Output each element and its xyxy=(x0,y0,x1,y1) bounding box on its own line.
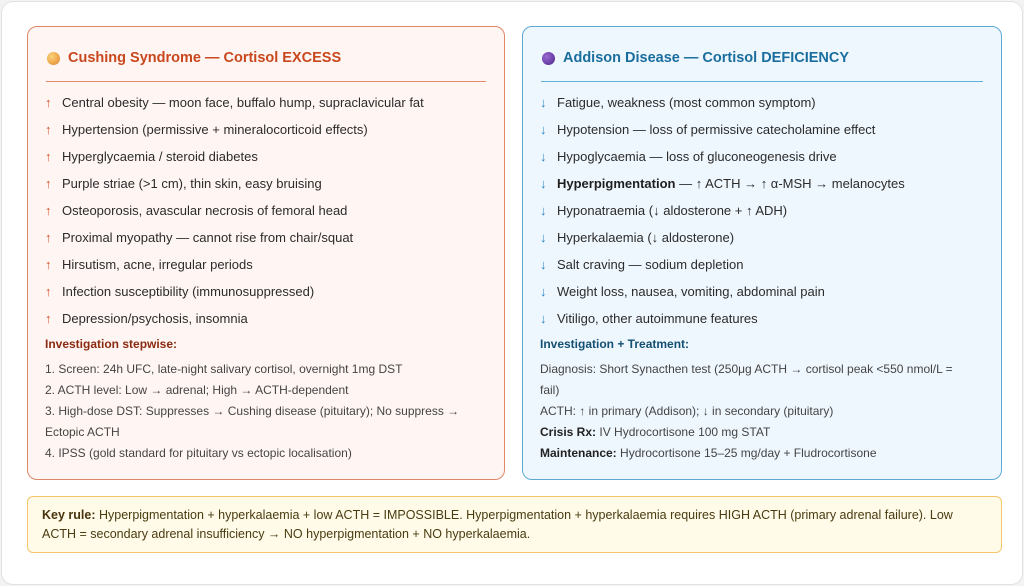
down-arrow-icon: ↓ xyxy=(540,311,547,326)
cushing-title: Cushing Syndrome — Cortisol EXCESS xyxy=(68,50,342,66)
down-arrow-icon: ↓ xyxy=(540,122,547,137)
page-card xyxy=(1,1,1023,585)
item-text: Hypoglycaemia — loss of gluconeogenesis drive xyxy=(557,149,837,164)
step-line: 1. Screen: 24h UFC, late-night salivary cortisol, overnight 1mg DST xyxy=(45,362,403,376)
step-line: 2. ACTH level: Low → adrenal; High → ACTH-dependent xyxy=(45,383,349,397)
cushing-header xyxy=(46,43,486,82)
down-arrow-icon: ↓ xyxy=(540,176,547,191)
line-text: IV Hydrocortisone 100 mg STAT xyxy=(596,425,771,439)
item-text: Fatigue, weakness (most common symptom) xyxy=(557,95,816,110)
list-item xyxy=(540,278,991,305)
item-text: Osteoporosis, avascular necrosis of femoral head xyxy=(62,203,348,218)
key-rule-callout xyxy=(27,496,1002,553)
up-arrow-icon: ↑ xyxy=(45,203,52,218)
item-text: Hirsutism, acne, irregular periods xyxy=(62,257,253,272)
info-line xyxy=(540,359,989,380)
list-item xyxy=(45,305,494,332)
cushing-panel xyxy=(27,26,505,480)
orange-orb-icon xyxy=(47,52,60,65)
line-bold: Crisis Rx: xyxy=(540,425,597,439)
item-text: Hypotension — loss of permissive catecholamine effect xyxy=(557,122,876,137)
item-text: Depression/psychosis, insomnia xyxy=(62,311,248,326)
section-title: Investigation + Treatment: xyxy=(540,337,690,351)
item-text: Weight loss, nausea, vomiting, abdominal pain xyxy=(557,284,825,299)
list-item xyxy=(45,143,494,170)
step-line: 4. IPSS (gold standard for pituitary vs ectopic localisation) xyxy=(45,446,352,460)
item-bold: Hyperpigmentation xyxy=(557,176,676,191)
line-text: ACTH: ↑ in primary (Addison); ↓ in secondary (pituitary) xyxy=(540,404,834,418)
addison-panel xyxy=(522,26,1002,480)
list-item xyxy=(45,251,494,278)
item-text: Infection susceptibility (immunosuppressed) xyxy=(62,284,315,299)
list-item xyxy=(540,170,991,197)
down-arrow-icon: ↓ xyxy=(540,203,547,218)
down-arrow-icon: ↓ xyxy=(540,95,547,110)
down-arrow-icon: ↓ xyxy=(540,284,547,299)
item-text: Purple striae (>1 cm), thin skin, easy bruising xyxy=(62,176,322,191)
cushing-investigation-section xyxy=(45,337,492,464)
down-arrow-icon: ↓ xyxy=(540,149,547,164)
up-arrow-icon: ↑ xyxy=(45,122,52,137)
info-line xyxy=(540,422,989,443)
info-line xyxy=(540,380,989,401)
addison-investigation-section xyxy=(540,337,989,464)
list-item xyxy=(540,197,991,224)
list-item xyxy=(45,116,494,143)
section-title: Investigation stepwise: xyxy=(45,337,178,351)
step-line: Ectopic ACTH xyxy=(45,425,120,439)
cushing-features-list xyxy=(45,89,494,332)
up-arrow-icon: ↑ xyxy=(45,176,52,191)
list-item xyxy=(45,278,494,305)
item-text: Vitiligo, other autoimmune features xyxy=(557,311,758,326)
line-bold: Maintenance: xyxy=(540,446,617,460)
key-rule-label: Key rule: xyxy=(42,508,96,522)
key-rule-text: Hyperpigmentation + hyperkalaemia + low ACTH = IMPOSSIBLE. Hyperpigmentation + hyperkalaemia requires HIGH ACTH (primary adrenal failure). Low ACTH = secondary adrenal insufficiency → NO hyperpigmentation + NO hyperkalaemia. xyxy=(42,508,953,541)
list-item xyxy=(540,251,991,278)
down-arrow-icon: ↓ xyxy=(540,257,547,272)
up-arrow-icon: ↑ xyxy=(45,230,52,245)
info-line xyxy=(540,401,989,422)
up-arrow-icon: ↑ xyxy=(45,284,52,299)
line-text: fail) xyxy=(540,383,560,397)
list-item xyxy=(540,116,991,143)
list-item xyxy=(540,89,991,116)
list-item xyxy=(45,224,494,251)
list-item xyxy=(45,197,494,224)
list-item xyxy=(45,89,494,116)
info-line xyxy=(540,443,989,464)
up-arrow-icon: ↑ xyxy=(45,149,52,164)
list-item xyxy=(45,170,494,197)
step-line: 3. High-dose DST: Suppresses → Cushing disease (pituitary); No suppress → xyxy=(45,404,460,418)
item-text: Central obesity — moon face, buffalo hump, supraclavicular fat xyxy=(62,95,424,110)
line-text: Hydrocortisone 15–25 mg/day + Fludrocortisone xyxy=(616,446,877,460)
addison-features-list xyxy=(540,89,991,332)
list-item xyxy=(540,143,991,170)
up-arrow-icon: ↑ xyxy=(45,257,52,272)
item-text: Hypertension (permissive + mineralocorticoid effects) xyxy=(62,122,368,137)
item-text: Proximal myopathy — cannot rise from chair/squat xyxy=(62,230,354,245)
list-item xyxy=(540,224,991,251)
item-text: Hyponatraemia (↓ aldosterone + ↑ ADH) xyxy=(557,203,788,218)
line-text: Diagnosis: Short Synacthen test (250μg ACTH → cortisol peak <550 nmol/L = xyxy=(540,362,953,376)
item-text: Hyperglycaemia / steroid diabetes xyxy=(62,149,258,164)
item-text: — ↑ ACTH → ↑ α-MSH → melanocytes xyxy=(675,176,905,191)
down-arrow-icon: ↓ xyxy=(540,230,547,245)
item-text: Hyperkalaemia (↓ aldosterone) xyxy=(557,230,735,245)
addison-title: Addison Disease — Cortisol DEFICIENCY xyxy=(563,50,850,66)
item-text: Salt craving — sodium depletion xyxy=(557,257,744,272)
addison-header xyxy=(541,43,983,82)
up-arrow-icon: ↑ xyxy=(45,95,52,110)
purple-orb-icon xyxy=(542,52,555,65)
list-item xyxy=(540,305,991,332)
up-arrow-icon: ↑ xyxy=(45,311,52,326)
